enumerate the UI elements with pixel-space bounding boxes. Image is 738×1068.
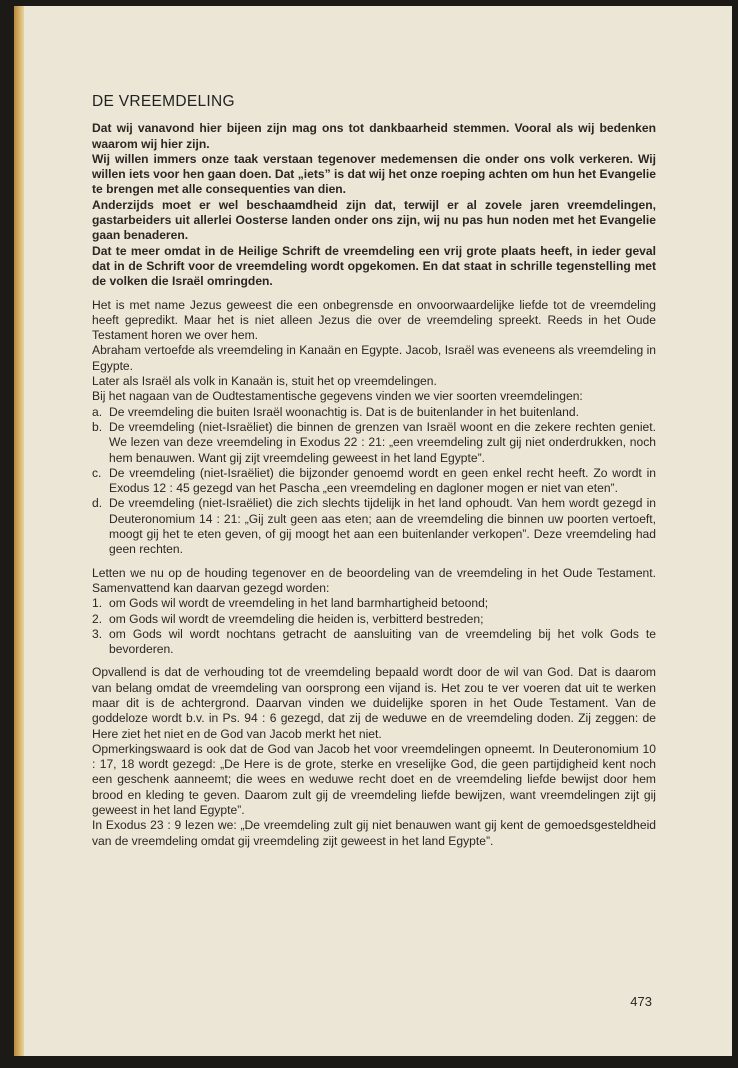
intro-block (92, 121, 656, 289)
list-item-label: b. (92, 419, 103, 434)
list-item-text: om Gods wil wordt de vreemdeling in het land barmhartigheid betoond; (109, 596, 489, 611)
list-item (92, 612, 656, 627)
list-item-label: 1. (92, 596, 103, 611)
body-paragraph: Opmerkingswaard is ook dat de God van Jacob het voor vreemdelingen opneemt. In Deuteronomium 10 : 17, 18 wordt gezegd: „De Here is de grote, sterke en vreselijke God, die geen partijdigheid kent noch een geschenk aanneemt; die wees en weduwe recht doet en de vreemdeling liefde bewijst door hem brood en kleding te geven. Daarom zult gij de vreemdeling liefde bewijzen, want vreemdelingen zijt gij geweest in het land Egypte”. (92, 741, 656, 818)
list-item-text: De vreemdeling die buiten Israël woonachtig is. Dat is de buitenlander in het buitenland. (109, 404, 579, 419)
page-spine-edge (14, 6, 24, 1056)
list-item (92, 420, 656, 466)
intro-paragraph: Dat wij vanavond hier bijeen zijn mag ons tot dankbaarheid stemmen. Vooral als wij bedenken waarom wij hier zijn. (92, 121, 656, 151)
list-item-label: 3. (92, 626, 103, 641)
body-paragraph: Opvallend is dat de verhouding tot de vreemdeling bepaald wordt door de wil van God. Dat is daarom van belang omdat de vreemdeling van oorsprong een vijand is. Het zou te ver voeren dat uit te werken maar dit is de achtergrond. Daarvan vinden we duidelijke sporen in het Oude Testament. Van de goddeloze wordt b.v. in Ps. 94 : 6 gezegd, dat zij de weduwe en de vreemdeling doden. Zij zeggen: de Here ziet het niet en de God van Jacob merkt het niet. (92, 665, 656, 741)
list-item-label: d. (92, 496, 103, 511)
list-item-text: om Gods wil wordt de vreemdeling die heiden is, verbitterd bestreden; (109, 611, 484, 626)
body-paragraph: In Exodus 23 : 9 lezen we: „De vreemdeling zult gij niet benauwen want gij kent de gemoedsgesteldheid van de vreemdeling omdat gij vreemdeling zijt geweest in het land Egypte”. (92, 818, 656, 848)
list-item-text: De vreemdeling (niet-Israëliet) die bijzonder genoemd wordt en geen enkel recht heeft. Zo wordt in Exodus 12 : 45 gezegd van het Pascha „een vreemdeling en dagloner mogen er niet van eten”. (109, 465, 656, 496)
page-title: DE VREEMDELING (92, 93, 235, 110)
list-item-label: c. (92, 465, 102, 480)
list-item-label: a. (92, 404, 103, 419)
body-paragraph: Abraham vertoefde als vreemdeling in Kanaän en Egypte. Jacob, Israël was eveneens als vreemdeling in Egypte. (92, 343, 656, 373)
book-page (14, 6, 732, 1056)
body-text (92, 298, 656, 849)
list-item (92, 466, 656, 497)
list-item-text: De vreemdeling (niet-Israëliet) die zich slechts tijdelijk in het land ophoudt. Van hem wordt gezegd in Deuteronomium 14 : 21: „Gij zult geen aas eten; aan de vreemdeling die binnen uw poorten vertoeft, moogt gij het te eten geven, of gij moogt het aan een buitenlander verkopen”. Deze vreemdeling had geen rechten. (109, 496, 656, 557)
page-number: 473 (630, 994, 652, 1009)
list-item (92, 405, 656, 420)
body-paragraph: Letten we nu op de houding tegenover en de beoordeling van de vreemdeling in het Oude Testament. Samenvattend kan daarvan gezegd worden: (92, 565, 656, 595)
list-item-label: 2. (92, 611, 103, 626)
list-item (92, 596, 656, 611)
page-content (92, 94, 656, 849)
letter-list (92, 405, 656, 558)
intro-paragraph: Anderzijds moet er wel beschaamdheid zijn dat, terwijl er al zovele jaren vreemdelingen, gastarbeiders uit allerlei Oosterse landen onder ons zijn, wij nu pas hun noden met het Evangelie gaan benaderen. (92, 197, 656, 243)
body-paragraph: Bij het nagaan van de Oudtestamentische gegevens vinden we vier soorten vreemdelingen: (92, 389, 583, 404)
list-item-text: om Gods wil wordt nochtans getracht de aansluiting van de vreemdeling bij het volk Gods te bevorderen. (109, 626, 656, 657)
list-item-text: De vreemdeling (niet-Israëliet) die binnen de grenzen van Israël woont en die zekere rechten geniet. We lezen van deze vreemdeling in Exodus 22 : 21: „een vreemdeling zult gij niet onderdrukken, noch hem benauwen. Want gij zijt vreemdeling geweest in het land Egypte”. (109, 419, 656, 465)
list-item (92, 627, 656, 658)
number-list (92, 596, 656, 657)
list-item (92, 496, 656, 557)
intro-paragraph: Wij willen immers onze taak verstaan tegenover medemensen die onder ons volk verkeren. Wij willen iets voor hen gaan doen. Dat „iets” is dat wij het onze roeping achten om hun het Evangelie te brengen met alle consequenties van dien. (92, 151, 656, 197)
intro-paragraph: Dat te meer omdat in de Heilige Schrift de vreemdeling een vrij grote plaats heeft, in ieder geval dat in de Schrift voor de vreemdeling wordt opgekomen. En dat staat in schrille tegenstelling met de volken die Israël omringden. (92, 243, 656, 289)
body-paragraph: Het is met name Jezus geweest die een onbegrensde en onvoorwaardelijke liefde tot de vreemdeling heeft gepredikt. Maar het is niet alleen Jezus die over de vreemdeling spreekt. Reeds in het Oude Testament horen we over hem. (92, 297, 656, 343)
body-paragraph: Later als Israël als volk in Kanaän is, stuit het op vreemdelingen. (92, 374, 437, 389)
